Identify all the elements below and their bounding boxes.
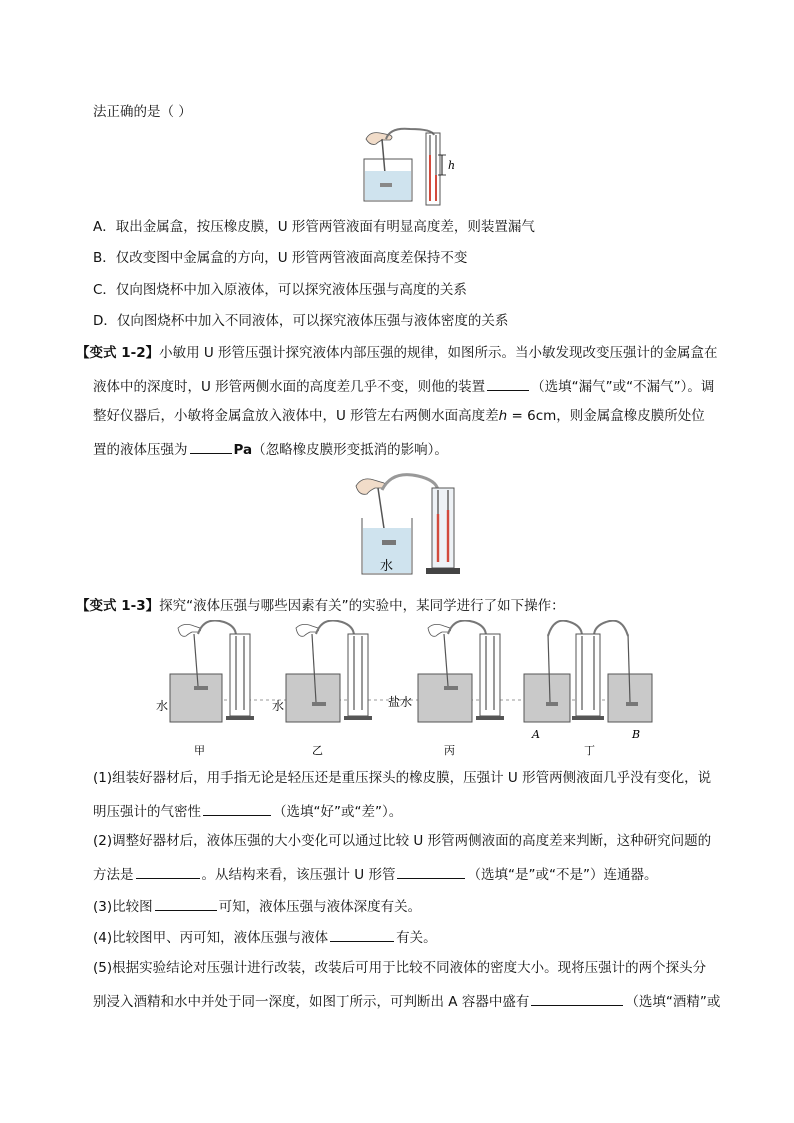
- figure-2-pressure-gauge: [352, 470, 467, 578]
- q1-option-d: D．仅向图烧杯中加入不同液体，可以探究液体压强与液体密度的关系: [93, 313, 509, 329]
- figure-3-caption-yi: 乙: [312, 744, 323, 757]
- figure-3-water-label-2: 水: [272, 699, 285, 713]
- q3-p5-line-1: (5)根据实验结论对压强计进行改装，改装后可用于比较不同液体的密度大小。现将压强计的两个探头分: [93, 960, 707, 976]
- q3-blank-3[interactable]: [397, 864, 465, 879]
- figure-3-water-label-1: 水: [156, 699, 169, 713]
- q3-blank-1[interactable]: [203, 801, 271, 816]
- q3-line-1: 【变式 1-3】探究“液体压强与哪些因素有关”的实验中，某同学进行了如下操作：: [76, 598, 565, 614]
- q2-line-2: 液体中的深度时，U 形管两侧水面的高度差几乎不变，则他的装置 （选填“漏气”或“不漏气”）。调: [93, 376, 714, 396]
- q3-p3: (3)比较图 可知，液体压强与液体深度有关。: [93, 896, 421, 916]
- figure-3-salt-water-label: 盐水: [388, 695, 413, 709]
- q1-stem-end: 法正确的是（ ）: [93, 104, 192, 120]
- figure-2-water-label: 水: [380, 559, 394, 574]
- figure-3-caption-jia: 甲: [194, 744, 205, 757]
- figure-3-experiment-row: [150, 620, 660, 760]
- figure-1-h-label: h: [448, 159, 456, 172]
- figure-3-caption-bing: 丙: [444, 744, 455, 757]
- q3-tag: 【变式 1-3】: [76, 598, 160, 614]
- q3-blank-2[interactable]: [136, 864, 200, 879]
- figure-3-setup-yi: [272, 621, 372, 758]
- q1-option-a: A．取出金属盒，按压橡皮膜，U 形管两管液面有明显高度差，则装置漏气: [93, 219, 535, 235]
- q3-p1-line-2: 明压强计的气密性 （选填“好”或“差”）。: [93, 801, 402, 821]
- q3-blank-6[interactable]: [531, 991, 623, 1006]
- q2-line-1: 【变式 1-2】小敏用 U 形管压强计探究液体内部压强的规律，如图所示。当小敏发现改变压强计的金属盒在: [76, 345, 718, 361]
- q3-blank-4[interactable]: [155, 896, 217, 911]
- q1-option-c: C．仅向图烧杯中加入原液体，可以探究液体压强与高度的关系: [93, 282, 467, 298]
- q2-blank-2[interactable]: [190, 439, 232, 454]
- q3-p2-line-2: 方法是 。从结构来看，该压强计 U 形管 （选填“是”或“不是”）连通器。: [93, 864, 657, 884]
- q2-blank-1[interactable]: [487, 376, 529, 391]
- q3-p5-line-2: 别浸入酒精和水中并处于同一深度，如图丁所示，可判断出 A 容器中盛有 （选填“酒精”或: [93, 991, 720, 1011]
- figure-3-label-a: A: [532, 728, 540, 741]
- figure-3-setup-jia: [156, 621, 254, 758]
- q3-p1-line-1: (1)组装好器材后，用手指无论是轻压还是重压探头的橡皮膜，压强计 U 形管两侧液面几乎没有变化，说: [93, 770, 712, 786]
- q1-option-b: B．仅改变图中金属盒的方向，U 形管两管液面高度差保持不变: [93, 250, 468, 266]
- figure-1-pressure-gauge: [360, 125, 470, 207]
- figure-3-label-b: B: [632, 728, 641, 741]
- q3-blank-5[interactable]: [330, 927, 394, 942]
- figure-3-caption-ding: 丁: [584, 744, 595, 757]
- q3-p4: (4)比较图甲、丙可知，液体压强与液体 有关。: [93, 927, 437, 947]
- figure-3-setup-bing: [388, 621, 504, 758]
- q2-line-4: 置的液体压强为 Pa（忽略橡皮膜形变抵消的影响）。: [93, 439, 448, 459]
- figure-3-setup-ding: [524, 621, 652, 757]
- q2-line-3: 整好仪器后，小敏将金属盒放入液体中，U 形管左右两侧水面高度差h = 6cm，则金属盒橡皮膜所处位: [93, 408, 705, 424]
- q2-tag: 【变式 1-2】: [76, 345, 160, 361]
- q3-p2-line-1: (2)调整好器材后，液体压强的大小变化可以通过比较 U 形管两侧液面的高度差来判断，这种研究问题的: [93, 833, 712, 849]
